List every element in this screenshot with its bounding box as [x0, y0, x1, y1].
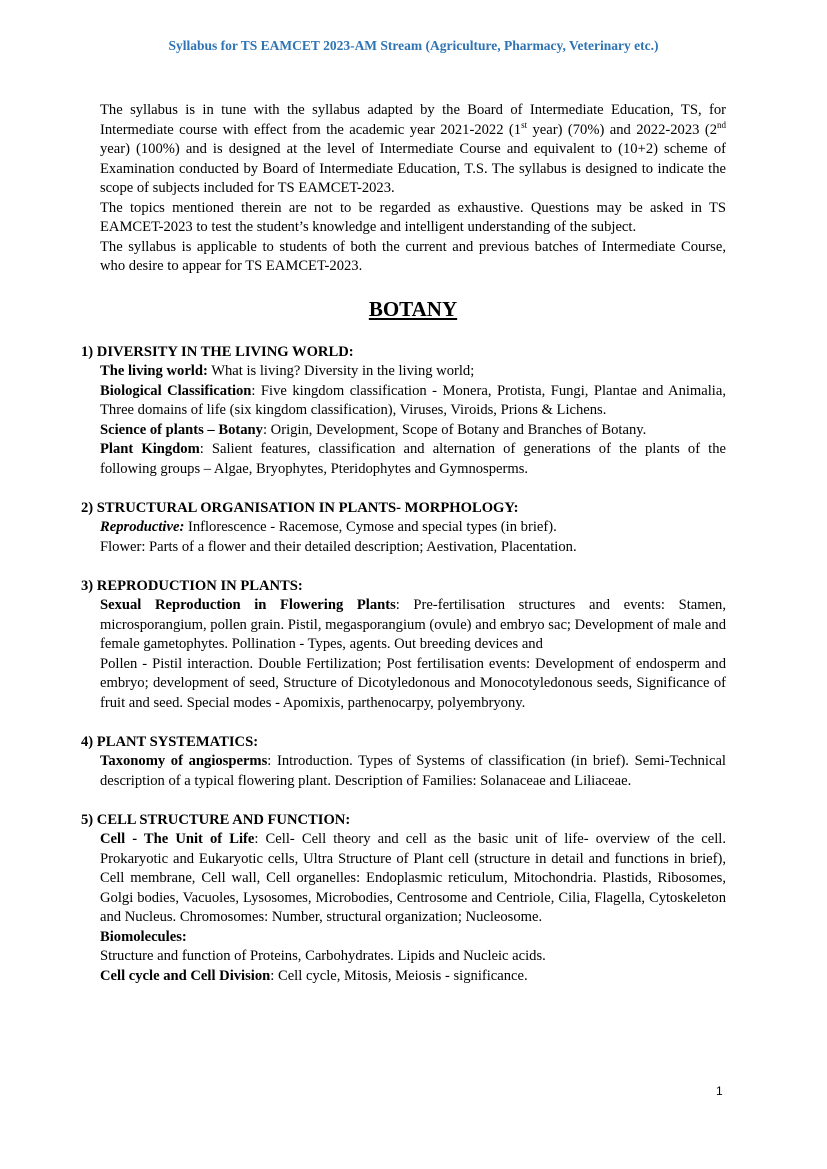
intro-text: year) (70%) and 2022-2023 (2 — [527, 121, 718, 138]
intro-text: year) (100%) and is designed at the level of Intermediate Course and equivalent to (10+2) scheme of Examination conducted by Board of Intermediate Education, T.S. The syllabus is designed to indicate the scope of subjects included for TS EAMCET-2023. — [100, 141, 726, 196]
topic — [100, 421, 726, 441]
topic — [100, 596, 726, 655]
section-heading: 2) STRUCTURAL ORGANISATION IN PLANTS- MORPHOLOGY: — [81, 499, 519, 516]
topic-term: Sexual Reproduction in Flowering Plants — [100, 597, 396, 613]
topic — [100, 967, 726, 987]
topic: Structure and function of Proteins, Carbohydrates. Lipids and Nucleic acids. — [100, 948, 546, 964]
document-body — [81, 101, 727, 1006]
intro-paragraph-2: The topics mentioned therein are not to be regarded as exhaustive. Questions may be asked in TS EAMCET-2023 to test the student’s knowledge and intelligent understanding of the subject. — [100, 199, 726, 235]
topic-text: : Five kingdom classification - Monera, Protista, Fungi, Plantae and Animalia, Three domains of life (six kingdom classification), Viruses, Viroids, Prions & Lichens. — [100, 382, 726, 418]
section-cell — [81, 811, 726, 987]
intro-paragraph-3: The syllabus is applicable to students of both the current and previous batches of Intermediate Course, who desire to appear for TS EAMCET-2023. — [100, 238, 726, 274]
topic — [100, 440, 726, 479]
topic-text: : Pre-fertilisation structures and events: Stamen, microsporangium, pollen grain. Pistil, megasporangium (ovule) and embryo sac; Development of male and female gametophytes. Pollination - Types, agents. Out breeding devices and — [100, 597, 726, 652]
topic — [100, 362, 726, 382]
topic — [100, 752, 726, 791]
topic-text: Inflorescence - Racemose, Cymose and special types (in brief). — [184, 519, 557, 535]
section-heading: 3) REPRODUCTION IN PLANTS: — [81, 577, 303, 594]
section-heading: 5) CELL STRUCTURE AND FUNCTION: — [81, 811, 351, 828]
topic: Pollen - Pistil interaction. Double Fertilization; Post fertilisation events: Development of endosperm and embryo; development of seed, Structure of Dicotyledonous and Monocotyledonous seeds, Significance of fruit and seed. Special modes - Apomixis, parthenocarpy, polyembryony. — [100, 655, 726, 711]
section-heading: 4) PLANT SYSTEMATICS: — [81, 733, 259, 750]
topic-term: Cell - The Unit of Life — [100, 831, 255, 847]
topic-text: : Cell- Cell theory and cell as the basic unit of life- overview of the cell. Prokaryotic and Eukaryotic cells, Ultra Structure of Plant cell (structure in detail and functions in brief), Cell membrane, Cell wall, Cell organelles: Endoplasmic reticulum, Mitochondria. Plastids, Ribosomes, Golgi bodies, Vacuoles, Lysosomes, Microbodies, Centrosome and Centriole, Cilia, Flagella, Cytoskeleton and Nucleus. Chromosomes: Number, structural organization; Nucleosome. — [100, 831, 726, 925]
subject-title: BOTANY — [368, 296, 458, 321]
topic-text: : Salient features, classification and alternation of generations of the plants of the following groups – Algae, Bryophytes, Pteridophytes and Gymnosperms. — [100, 441, 727, 477]
topic-text: : Origin, Development, Scope of Botany and Branches of Botany. — [262, 421, 647, 438]
topic-text: : Cell cycle, Mitosis, Meiosis - significance. — [270, 967, 528, 984]
superscript: nd — [717, 119, 727, 130]
topic — [100, 518, 726, 538]
topic — [100, 830, 726, 928]
section-morphology — [81, 499, 726, 558]
section-systematics — [81, 733, 726, 792]
topic-term: The living world: — [100, 363, 208, 379]
page-header: Syllabus for TS EAMCET 2023-AM Stream (Agriculture, Pharmacy, Veterinary etc.) — [168, 38, 659, 53]
topic-term: Reproductive: — [100, 519, 185, 535]
topic-term: Science of plants – Botany — [100, 421, 263, 438]
section-reproduction — [81, 577, 726, 714]
topic-text: : Introduction. Types of Systems of classification (in brief). Semi-Technical description of a typical flowering plant. Description of Families: Solanaceae and Liliaceae. — [100, 753, 726, 789]
page-number: 1 — [716, 1084, 723, 1098]
section-diversity — [81, 343, 727, 480]
topic-text: What is living? Diversity in the living world; — [207, 363, 475, 379]
intro — [100, 101, 726, 277]
section-heading: 1) DIVERSITY IN THE LIVING WORLD: — [81, 343, 354, 360]
topic-term: Cell cycle and Cell Division — [100, 967, 271, 984]
topic-term: Biological Classification — [100, 382, 252, 399]
topic-term: Plant Kingdom — [100, 441, 200, 457]
topic-term: Taxonomy of angiosperms — [100, 753, 268, 769]
topic-term: Biomolecules: — [100, 928, 187, 945]
intro-text: The syllabus is in tune with the syllabus adapted by the Board of Intermediate Education, TS, for Intermediate course with effect from the academic year 2021-2022 (1 — [100, 102, 726, 138]
topic — [100, 382, 726, 421]
intro-paragraph-1 — [100, 101, 726, 199]
superscript: st — [521, 119, 528, 130]
topic: Flower: Parts of a flower and their detailed description; Aestivation, Placentation. — [100, 538, 577, 555]
